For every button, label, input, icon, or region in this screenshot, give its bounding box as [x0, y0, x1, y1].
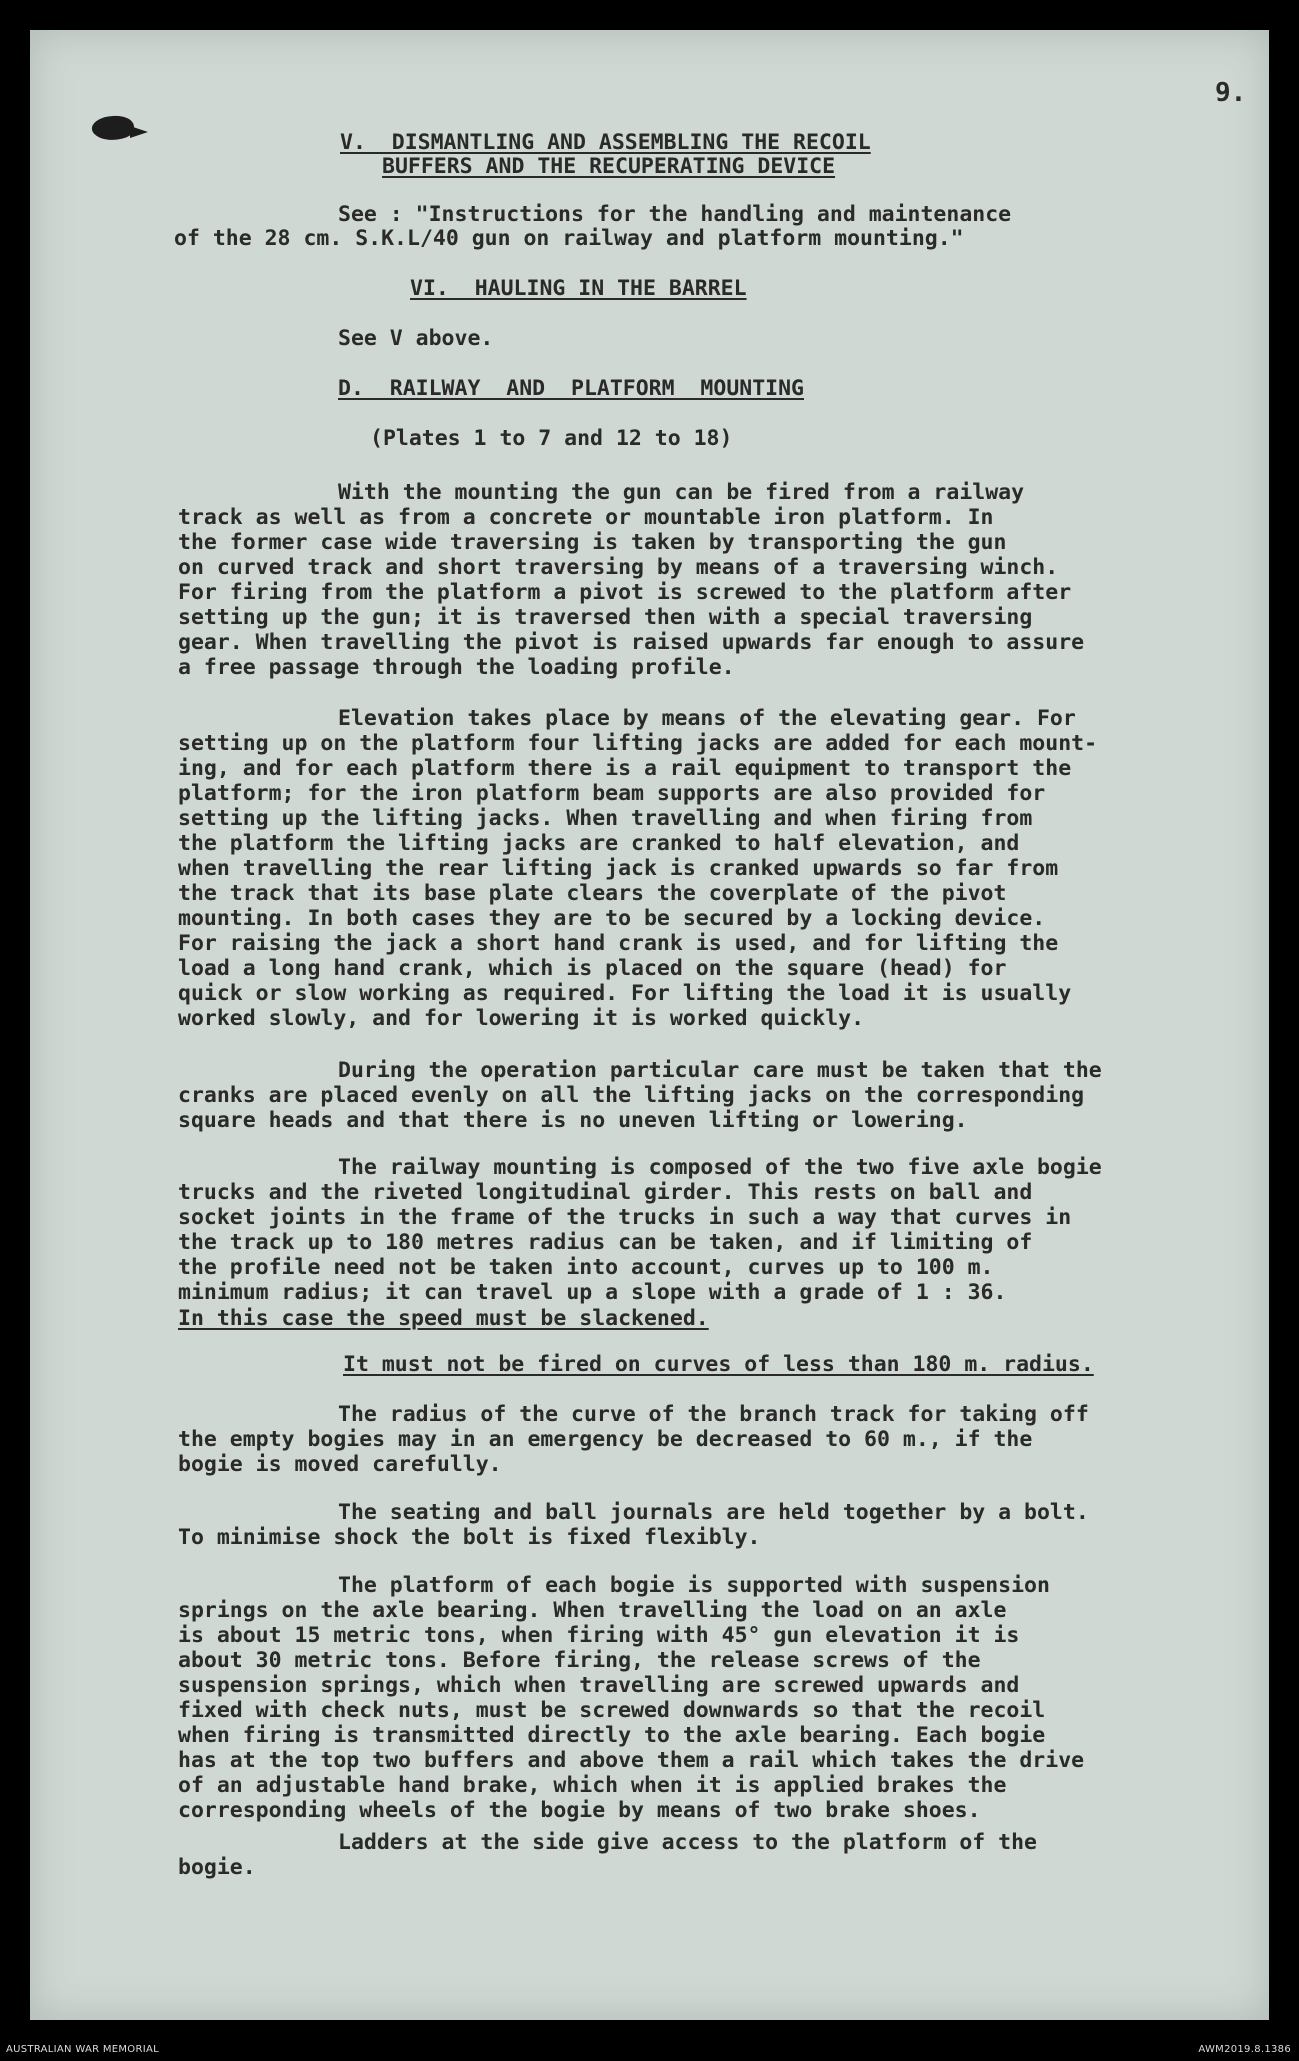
see-reference-line1: See : "Instructions for the handling and maintenance: [338, 202, 1012, 227]
see-reference-line2: of the 28 cm. S.K.L/40 gun on railway and platform mounting.": [174, 226, 964, 251]
paragraph-3: During the operation particular care must be taken that the cranks are placed evenly on all the lifting jacks on the corresponding square heads and that there is no uneven lifting or lowering.: [178, 1058, 1102, 1133]
paragraph-4-underlined: In this case the speed must be slackened.: [178, 1306, 709, 1331]
heading-section-d: D. RAILWAY AND PLATFORM MOUNTING: [338, 376, 804, 401]
punch-hole: [91, 113, 136, 143]
paragraph-8: The platform of each bogie is supported with suspension springs on the axle bearing. When travelling the load on an axle is about 15 metric tons, when firing with 45° gun elevation it is about 30 metric tons. Before firing, the release screws of the suspension springs, which when travelling are screwed upwards and fixed with check nuts, must be screwed downwards so that the recoil when firing is transmitted directly to the axle bearing. Each bogie has at the top two buffers and above them a rail which takes the drive of an adjustable hand brake, which when it is applied brakes the corresponding wheels of the bogie by means of two brake shoes.: [178, 1573, 1085, 1823]
paragraph-9: Ladders at the side give access to the platform of the bogie.: [178, 1830, 1037, 1880]
heading-section-v-line1: V. DISMANTLING AND ASSEMBLING THE RECOIL: [340, 130, 871, 155]
document-page: [30, 30, 1269, 2020]
heading-section-vi: VI. HAULING IN THE BARREL: [410, 276, 747, 301]
paragraph-2: Elevation takes place by means of the elevating gear. For setting up on the platform four lifting jacks are added for each mount- ing, and for each platform there is a rail equipment to transport the platform; for the iron platform beam supports are also provided for setting up the lifting jacks. When travelling and when firing from the platform the lifting jacks are cranked to half elevation, and when travelling the rear lifting jack is cranked upwards so far from the track that its base plate clears the coverplate of the pivot mounting. In both cases they are to be secured by a locking device. For raising the jack a short hand crank is used, and for lifting the load a long hand crank, which is placed on the square (head) for quick or slow working as required. For lifting the load it is usually worked slowly, and for lowering it is worked quickly.: [178, 706, 1098, 1031]
punch-hole-tear: [130, 126, 148, 138]
paragraph-5-underlined: It must not be fired on curves of less than 180 m. radius.: [343, 1352, 1094, 1377]
paragraph-4: The railway mounting is composed of the two five axle bogie trucks and the riveted longitudinal girder. This rests on ball and socket joints in the frame of the trucks in such a way that curves in the track up to 180 metres radius can be taken, and if limiting of the profile need not be taken into account, curves up to 100 m. minimum radius; it can travel up a slope with a grade of 1 : 36.: [178, 1155, 1102, 1305]
paragraph-1: With the mounting the gun can be fired from a railway track as well as from a concrete or mountable iron platform. In the former case wide traversing is taken by transporting the gun on curved track and short traversing by means of a traversing winch. For firing from the platform a pivot is screwed to the platform after setting up the gun; it is traversed then with a special traversing gear. When travelling the pivot is raised upwards far enough to assure a free passage through the loading profile.: [178, 480, 1085, 680]
see-v-above: See V above.: [338, 326, 494, 351]
page-number: 9.: [1215, 78, 1247, 108]
plates-reference: (Plates 1 to 7 and 12 to 18): [370, 426, 733, 451]
paragraph-6: The radius of the curve of the branch track for taking off the empty bogies may in an emergency be decreased to 60 m., if the bogie is moved carefully.: [178, 1402, 1089, 1477]
footer-accession-number: AWM2019.8.1386: [1198, 2044, 1291, 2055]
heading-section-v-line2: BUFFERS AND THE RECUPERATING DEVICE: [382, 154, 836, 179]
paragraph-7: The seating and ball journals are held together by a bolt. To minimise shock the bolt is fixed flexibly.: [178, 1500, 1089, 1550]
footer-source: AUSTRALIAN WAR MEMORIAL: [6, 2044, 159, 2055]
